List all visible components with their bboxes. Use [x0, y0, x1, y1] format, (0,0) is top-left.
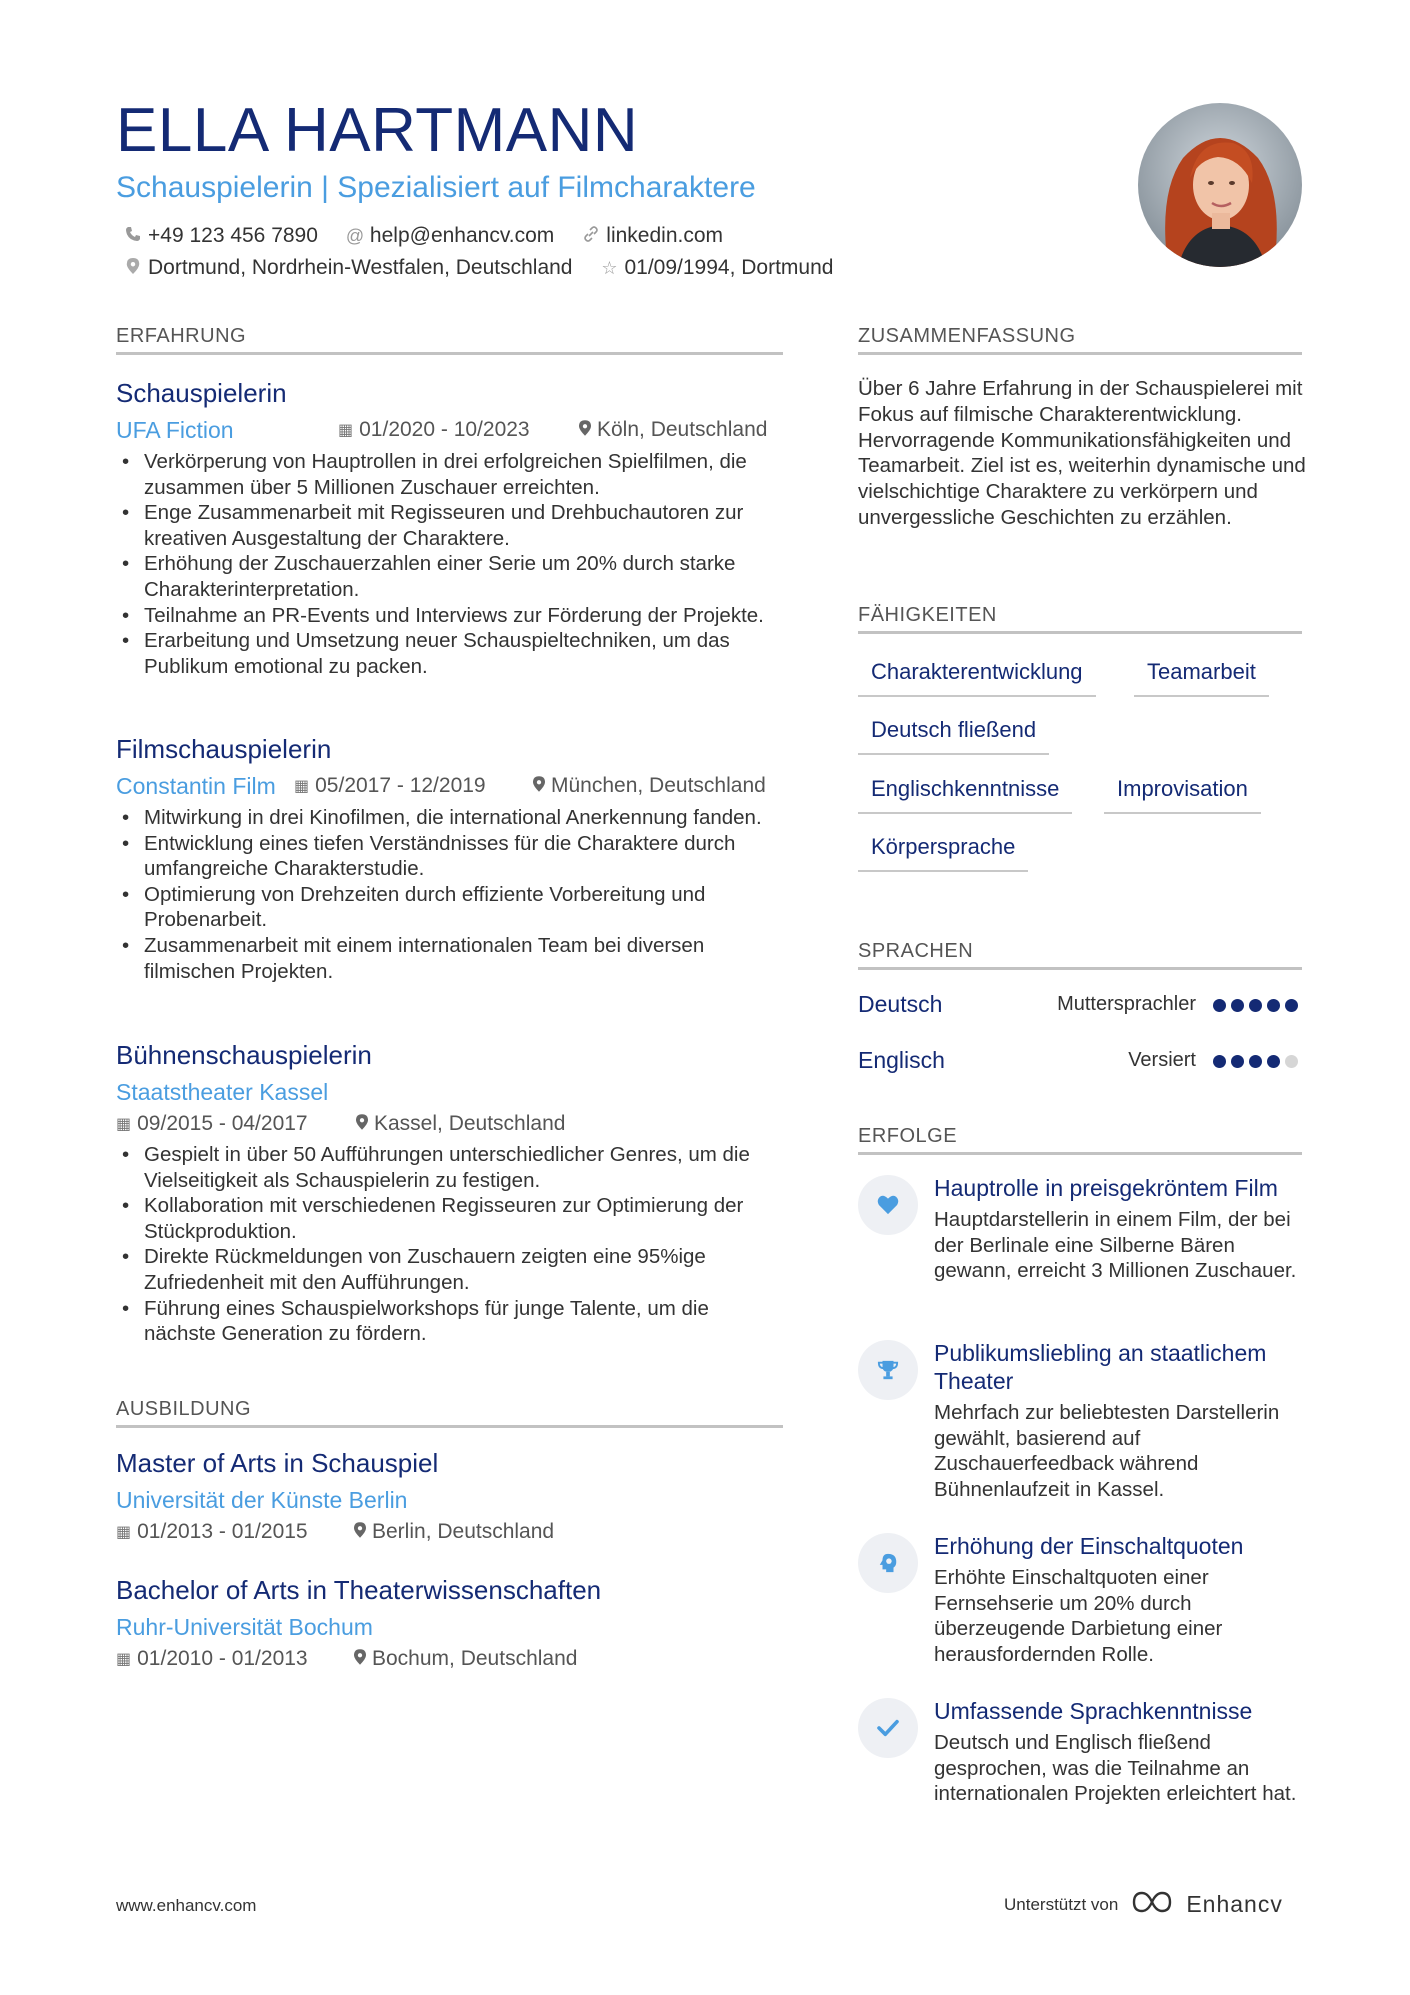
contact-row-2: [124, 256, 833, 280]
achievement-title: Erhöhung der Einschaltquoten: [934, 1533, 1244, 1559]
at-icon: @: [345, 225, 365, 246]
achievement-title: Publikumsliebling an staatlichem Theater: [934, 1340, 1267, 1394]
map-pin-icon: [354, 1649, 366, 1670]
job-bullets: [116, 1142, 786, 1347]
list-item: • Entwicklung eines tiefen Verständnisses für die Charaktere durch umfangreiche Charakterstudie.: [116, 831, 786, 882]
job-company: Constantin Film: [116, 773, 276, 799]
section-title-education: AUSBILDUNG: [116, 1398, 783, 1428]
calendar-icon: ▦: [116, 1524, 132, 1541]
rating-dot: [1231, 1055, 1244, 1068]
achievement-desc: Hauptdarstellerin in einem Film, der bei der Berlinale eine Silberne Bären gewann, erreicht 3 Millionen Zuschauer.: [934, 1208, 1297, 1283]
footer-website[interactable]: www.enhancv.com: [116, 1896, 257, 1915]
contact-linkedin[interactable]: linkedin.com: [582, 224, 723, 248]
language-level: Versiert: [1128, 1049, 1196, 1071]
achievement-title: Hauptrolle in preisgekröntem Film: [934, 1175, 1278, 1201]
job-dates: ▦ 09/2015 - 04/2017: [116, 1112, 308, 1135]
heart-icon: [858, 1175, 918, 1235]
list-item: • Kollaboration mit verschiedenen Regisseuren zur Optimierung der Stückproduktion.: [116, 1193, 786, 1244]
contact-phone: +49 123 456 7890: [124, 224, 318, 248]
contact-location: Dortmund, Nordrhein-Westfalen, Deutschland: [124, 256, 572, 280]
job-bullets: [116, 805, 786, 984]
rating-dot: [1285, 999, 1298, 1012]
job-role: Filmschauspielerin: [116, 734, 332, 764]
brand-name: Enhancv: [1186, 1891, 1283, 1917]
rating-dot: [1213, 999, 1226, 1012]
education-school: Universität der Künste Berlin: [116, 1487, 408, 1513]
section-title-summary: ZUSAMMENFASSUNG: [858, 325, 1302, 355]
calendar-icon: ▦: [116, 1116, 132, 1133]
education-degree: Master of Arts in Schauspiel: [116, 1448, 439, 1478]
calendar-icon: ▦: [116, 1651, 132, 1668]
section-title-experience: ERFAHRUNG: [116, 325, 783, 355]
job-role: Bühnenschauspielerin: [116, 1040, 372, 1070]
contact-email[interactable]: @ help@enhancv.com: [345, 224, 555, 247]
rating-dot: [1249, 1055, 1262, 1068]
rating-dot: [1285, 1055, 1298, 1068]
map-pin-icon: [533, 776, 545, 797]
skill-tag: Englischkenntnisse: [858, 768, 1072, 814]
rating-dot: [1249, 999, 1262, 1012]
map-pin-icon: [356, 1114, 368, 1135]
achievement-desc: Erhöhte Einschaltquoten einer Fernsehserie um 20% durch überzeugende Darbietung einer herausfordernden Rolle.: [934, 1566, 1223, 1666]
phone-icon: [124, 226, 142, 247]
list-item: • Enge Zusammenarbeit mit Regisseuren und Drehbuchautoren zur kreativen Ausgestaltung der Charaktere.: [116, 500, 786, 551]
avatar: [1138, 103, 1302, 267]
education-dates: ▦ 01/2013 - 01/2015: [116, 1520, 308, 1543]
job-role: Schauspielerin: [116, 378, 287, 408]
education-school: Ruhr-Universität Bochum: [116, 1614, 373, 1640]
map-pin-icon: [124, 258, 142, 279]
language-name: Englisch: [858, 1047, 945, 1073]
footer-powered-by: [1004, 1890, 1283, 1919]
language-name: Deutsch: [858, 991, 943, 1017]
job-location: Kassel, Deutschland: [356, 1112, 565, 1136]
achievement-desc: Deutsch und Englisch fließend gesprochen, was die Teilnahme an internationalen Projekten erleichtert hat.: [934, 1731, 1297, 1806]
powered-by-label: Unterstützt von: [1004, 1894, 1119, 1914]
job-dates: ▦ 01/2020 - 10/2023: [338, 418, 530, 441]
calendar-icon: ▦: [294, 778, 310, 795]
trophy-icon: [858, 1340, 918, 1400]
job-location: München, Deutschland: [533, 774, 766, 798]
section-title-languages: SPRACHEN: [858, 940, 1302, 970]
list-item: • Gespielt in über 50 Aufführungen unterschiedlicher Genres, um die Vielseitigkeit als Schauspielerin zu festigen.: [116, 1142, 786, 1193]
candidate-headline: Schauspielerin | Spezialisiert auf Filmcharaktere: [116, 171, 756, 204]
list-item: • Führung eines Schauspielworkshops für junge Talente, um die nächste Generation zu fördern.: [116, 1296, 786, 1347]
link-icon: [582, 226, 600, 247]
job-company: Staatstheater Kassel: [116, 1079, 329, 1105]
education-degree: Bachelor of Arts in Theaterwissenschaften: [116, 1575, 602, 1605]
job-location: Köln, Deutschland: [579, 418, 767, 442]
language-rating: [1213, 1055, 1298, 1068]
contact-birth: ☆ 01/09/1994, Dortmund: [601, 256, 834, 279]
education-location: Bochum, Deutschland: [354, 1647, 577, 1671]
skill-tag: Körpersprache: [858, 826, 1028, 872]
education-location: Berlin, Deutschland: [354, 1520, 554, 1544]
list-item: • Mitwirkung in drei Kinofilmen, die international Anerkennung fanden.: [116, 805, 786, 831]
skill-tag: Improvisation: [1104, 768, 1261, 814]
list-item: • Erarbeitung und Umsetzung neuer Schauspieltechniken, um das Publikum emotional zu packen.: [116, 628, 786, 679]
head-icon: [858, 1533, 918, 1593]
job-dates: ▦ 05/2017 - 12/2019: [294, 774, 486, 797]
list-item: • Erhöhung der Zuschauerzahlen einer Serie um 20% durch starke Charakterinterpretation.: [116, 551, 786, 602]
job-company: UFA Fiction: [116, 417, 234, 443]
calendar-icon: ▦: [338, 422, 354, 439]
skill-tag: Teamarbeit: [1134, 651, 1269, 697]
map-pin-icon: [579, 420, 591, 441]
section-title-skills: FÄHIGKEITEN: [858, 604, 1302, 634]
section-title-achievements: ERFOLGE: [858, 1125, 1302, 1155]
achievement-desc: Mehrfach zur beliebtesten Darstellerin gewählt, basierend auf Zuschauerfeedback während Bühnenlaufzeit in Kassel.: [934, 1401, 1280, 1501]
check-icon: [858, 1698, 918, 1758]
contact-row-1: [124, 224, 723, 248]
skill-tag: Deutsch fließend: [858, 709, 1049, 755]
list-item: • Optimierung von Drehzeiten durch effiziente Vorbereitung und Probenarbeit.: [116, 882, 786, 933]
rating-dot: [1267, 999, 1280, 1012]
summary-text: Über 6 Jahre Erfahrung in der Schauspielerei mit Fokus auf filmische Charakterentwicklung. Hervorragende Kommunikationsfähigkeiten und Teamarbeit. Ziel ist es, weiterhin dynamische und vielschichtige Charaktere zu verkörpern und unvergessliche Geschichten zu erzählen.: [858, 377, 1306, 529]
language-level: Muttersprachler: [1057, 993, 1196, 1015]
achievement-title: Umfassende Sprachkenntnisse: [934, 1698, 1253, 1724]
candidate-name: ELLA HARTMANN: [116, 96, 639, 165]
education-dates: ▦ 01/2010 - 01/2013: [116, 1647, 308, 1670]
rating-dot: [1231, 999, 1244, 1012]
skill-tag: Charakterentwicklung: [858, 651, 1096, 697]
job-bullets: [116, 449, 786, 679]
list-item: • Verkörperung von Hauptrollen in drei erfolgreichen Spielfilmen, die zusammen über 5 Millionen Zuschauer erreichten.: [116, 449, 786, 500]
map-pin-icon: [354, 1522, 366, 1543]
star-icon: ☆: [601, 257, 618, 278]
list-item: • Zusammenarbeit mit einem internationalen Team bei diversen filmischen Projekten.: [116, 933, 786, 984]
enhancv-logo-icon: [1130, 1890, 1174, 1919]
list-item: • Direkte Rückmeldungen von Zuschauern zeigten eine 95%ige Zufriedenheit mit den Aufführungen.: [116, 1244, 786, 1295]
list-item: • Teilnahme an PR-Events und Interviews zur Förderung der Projekte.: [116, 603, 786, 629]
rating-dot: [1267, 1055, 1280, 1068]
language-rating: [1213, 999, 1298, 1012]
rating-dot: [1213, 1055, 1226, 1068]
